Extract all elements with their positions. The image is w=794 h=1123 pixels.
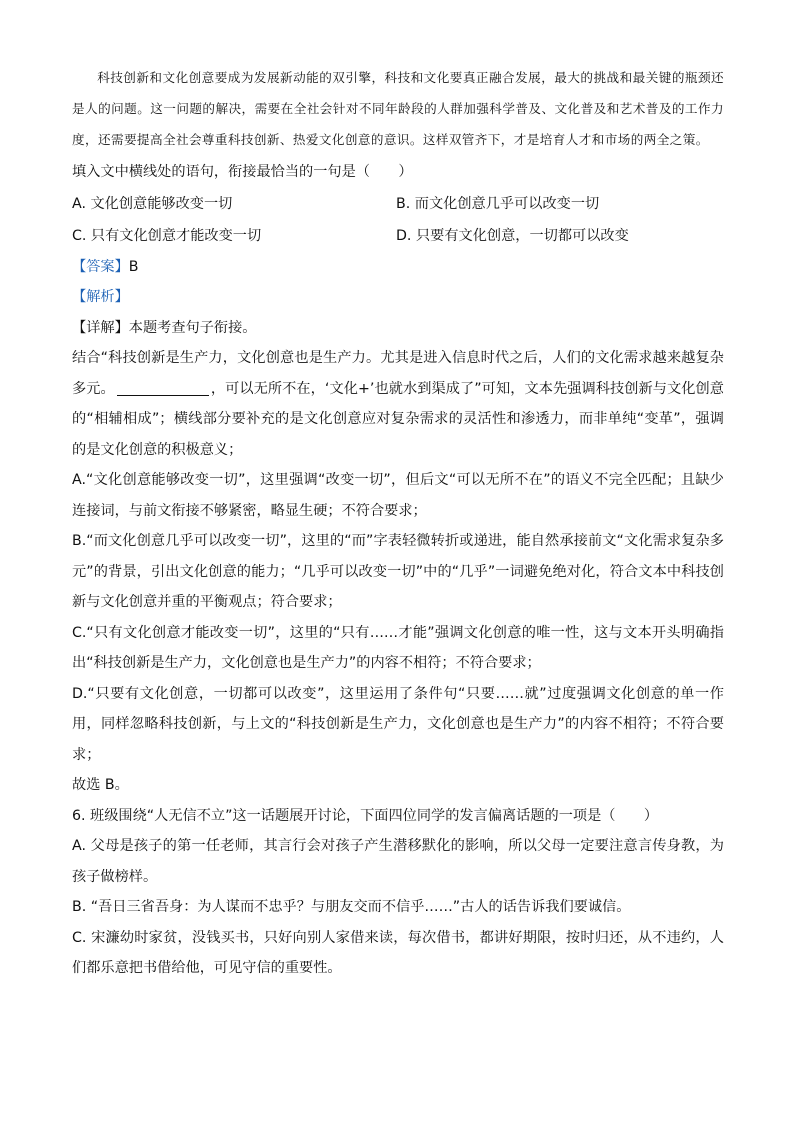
- context-paragraph: [72, 343, 724, 465]
- answer-tag: 【答案】: [72, 258, 129, 275]
- reading-passage: 科技创新和文化创意要成为发展新动能的双引擎，科技和文化要真正融合发展，最大的挑战和最关键的瓶颈还是人的问题。这一问题的解决，需要在全社会针对不同年龄段的人群加强科学普及、文化普及和艺术普及的工作力度，还需要提高全社会尊重科技创新、热爱文化创意的意识。这样双管齐下，才是培育人才和市场的两全之策。: [72, 70, 724, 147]
- conclusion: 故选 B。: [72, 777, 129, 793]
- explanation-c: C.“只有文化创意才能改变一切”，这里的“只有……才能”强调文化创意的唯一性，这与文本开头明确指出“科技创新是生产力，文化创意也是生产力”的内容不相符；不符合要求；: [72, 624, 724, 671]
- context-part-2: ，可以无所不在，‘文化+’也就水到渠成了”可知，文本先强调科技创新与文化创意的“相辅相成”；横线部分要补充的是文化创意应对复杂需求的灵活性和渗透力，而非单纯“变革”，强调的是文化创意的积极意义；: [72, 380, 724, 458]
- document-page: [72, 62, 724, 984]
- detail-line: 【详解】本题考查句子衔接。: [72, 319, 257, 336]
- q6-option-c: C. 宋濂幼时家贫，没钱买书，只好向别人家借来读，每次借书，都讲好期限，按时归还，从不违约，人们都乐意把书借给他，可见守信的重要性。: [72, 929, 724, 976]
- q5-option-c: C. 只有文化创意才能改变一切: [72, 227, 262, 244]
- context-part-1: 结合“科技创新是生产力，文化创意也是生产力。尤其是进入信息时代之后，人们的文化需求越来越复杂多元。: [72, 350, 724, 397]
- q6-option-a: A. 父母是孩子的第一任老师，其言行会对孩子产生潜移默化的影响，所以父母一定要注意言传身教，为孩子做榜样。: [72, 838, 724, 885]
- analysis-line: [72, 282, 724, 313]
- q5-options-row-2: [72, 220, 724, 252]
- answer-value: B: [128, 258, 139, 275]
- q5-stem: 填入文中横线处的语句，衔接最恰当的一句是（ ）: [72, 164, 413, 180]
- q6-stem: 6. 班级围绕“人无信不立”这一话题展开讨论，下面四位同学的发言偏离话题的一项是（ ）: [72, 807, 659, 824]
- answer-blank: [117, 379, 209, 396]
- q6-option-b: B. “吾日三省吾身：为人谋而不忠乎？与朋友交而不信乎……”古人的话告诉我们要诚信。: [72, 899, 631, 915]
- explanation-b: B.“而文化创意几乎可以改变一切”，这里的“而”字表轻微转折或递进，能自然承接前文“文化需求复杂多元”的背景，引出文化创意的能力；“几乎可以改变一切”中的“几乎”一词避免绝对化，符合文本中科技创新与文化创意并重的平衡观点；符合要求；: [72, 533, 724, 610]
- q5-options-row-1: [72, 188, 724, 220]
- q5-option-a: A. 文化创意能够改变一切: [72, 195, 233, 212]
- explanation-a: A.“文化创意能够改变一切”，这里强调“改变一切”，但后文“可以无所不在”的语义不完全匹配；且缺少连接词，与前文衔接不够紧密，略显生硬；不符合要求；: [72, 472, 724, 519]
- answer-line: [72, 252, 724, 283]
- explanation-d: D.“只要有文化创意，一切都可以改变”，这里运用了条件句“只要……就”过度强调文化创意的单一作用，同样忽略科技创新，与上文的“科技创新是生产力，文化创意也是生产力”的内容不相符；不符合要求；: [72, 685, 724, 763]
- q5-option-d: D. 只要有文化创意，一切都可以改变: [396, 227, 629, 244]
- q5-option-b: B. 而文化创意几乎可以改变一切: [396, 195, 600, 212]
- analysis-tag: 【解析】: [72, 289, 129, 305]
